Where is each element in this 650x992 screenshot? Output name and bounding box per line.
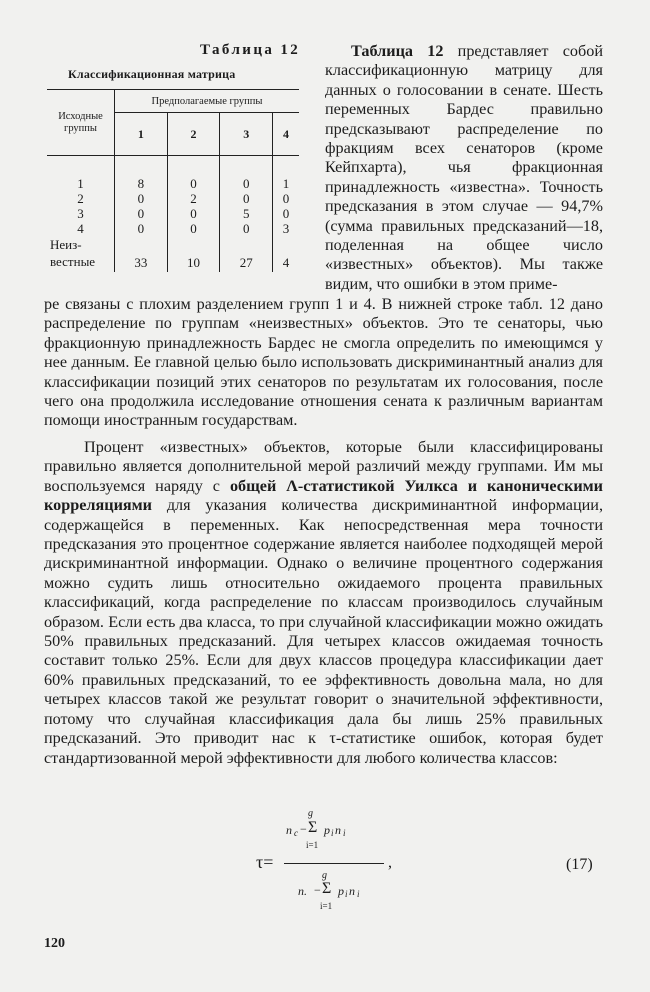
classification-matrix: [47, 89, 299, 272]
paragraph-2: Процент «известных» объектов, которые были классифицированы правильно является дополнительной мерой различий между группами. Им мы воспользуемся наряду с общей Λ-статистикой Уилкса и каноническими корреляциями для указания количества дискриминантной информации, содержащейся в переменных. Как непосредственная мера точности предсказания это процентное содержание является наиболее подходящей мерой дискриминантной информации. Однако о величине процентного содержания можно судить лишь относительно ожидаемого процента правильных классификаций, когда распределение по классам производилось случайным образом. Если есть два класса, то при случайной классификации можно ожидать 50% правильных предсказаний. Для четырех классов ожидаемая точность составит только 25%. Если для двух классов процедура классификации дает 60% правильных предсказаний, то ее эффективность довольна мала, но для четырех классов такой же результат говорит о значительной эффективности, потому что случайная классификация дала бы лишь 25% правильных предсказаний. Это приводит нас к τ-статистике ошибок, которая будет стандартизованной мерой эффективности для любого количества классов:: [44, 438, 604, 767]
table-number: Таблица 12: [200, 42, 301, 58]
paragraph-1: ре связаны с плохим разделением групп 1 и 4. В нижней строке табл. 12 дано распределение по группам «неизвестных» объектов. Это те сенаторы, чью фракционную принадлежность Бардес не смогла определить по имеющимся у нее данным. Ее главной целью было использовать дискриминантный анализ для классификации позиций этих сенаторов по результатам их голосования, после чего она продолжила исследование отношения сената к различным вариантам помощи иностранным государствам.: [44, 295, 603, 430]
column-header: 4: [273, 113, 299, 156]
predicted-groups-header: Предполагаемые группы: [115, 90, 300, 113]
page-number: 120: [44, 936, 65, 951]
table-row: 1 8 0 0 1: [47, 156, 299, 192]
column-header: 2: [167, 113, 220, 156]
column-header: 1: [115, 113, 168, 156]
table-row: 4 0 0 0 3: [47, 221, 299, 236]
fraction-bar: [284, 863, 384, 864]
source-groups-header: Исходные группы: [47, 90, 115, 156]
equation-number: (17): [566, 856, 593, 873]
table-row: 2 0 2 0 0: [47, 191, 299, 206]
tau-formula: τ= g n c − Σ p i n i i=1 , g n. − Σ p i n i i=1: [256, 808, 392, 911]
unknown-row: Неиз- вестные 33 10 27 4: [47, 236, 299, 272]
table-caption: Классификационная матрица: [68, 67, 236, 81]
side-paragraph: Таблица 12 представляет собой классификационную матрицу для данных о голосовании в сенате. Шесть переменных Бардес правильно предсказывают распределение по фракциям всех сенаторов (кроме Кейпхарта), чья фракционная принадлежность «известна». Точность предсказания в этом случае — 94,7% (сумма правильных предсказаний—18, поделенная на общее число «известных» объектов). Мы также видим, что ошибки в этом приме-: [325, 42, 603, 293]
column-header: 3: [220, 113, 273, 156]
table-row: 3 0 0 5 0: [47, 206, 299, 221]
